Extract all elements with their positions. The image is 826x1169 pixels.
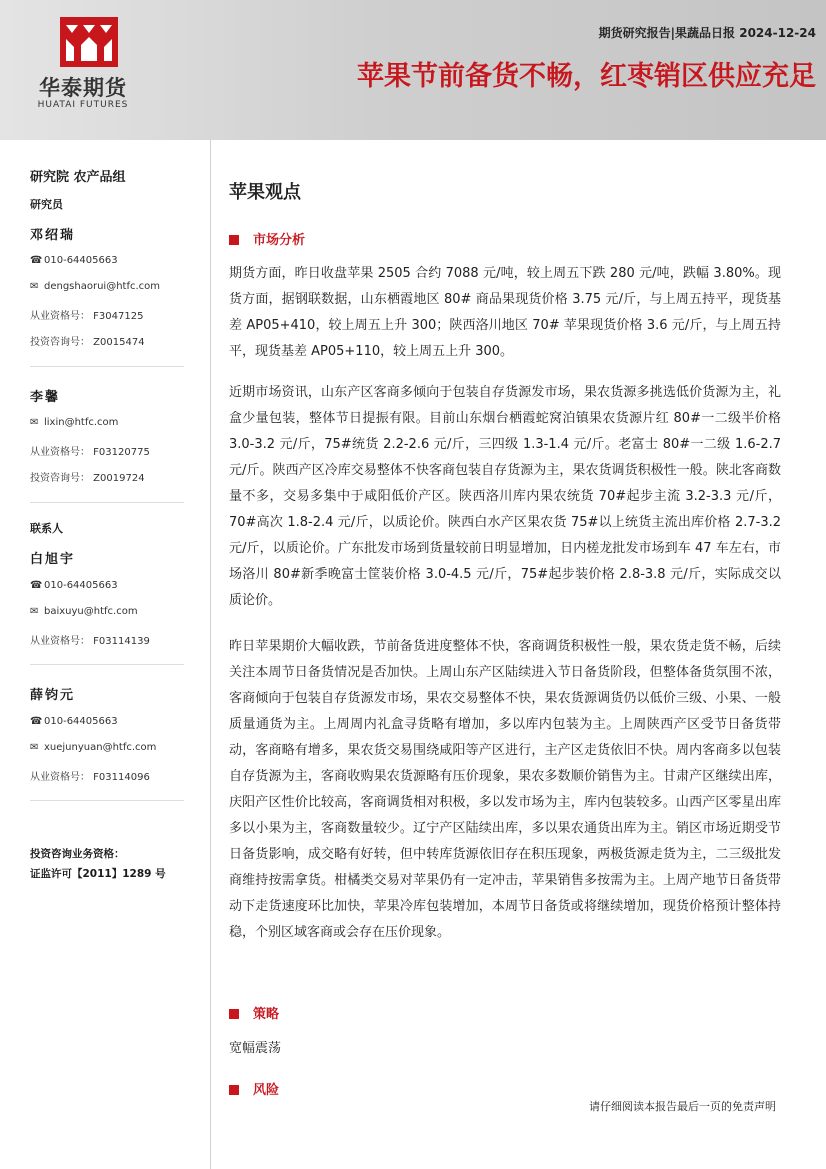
strategy-heading <box>229 1003 279 1022</box>
phone-number: 010-64405663 <box>44 580 118 591</box>
contact-email[interactable] <box>30 606 138 617</box>
email-address[interactable]: xuejunyuan@htfc.com <box>44 742 157 753</box>
email-address[interactable]: baixuyu@htfc.com <box>44 606 138 617</box>
report-header <box>0 0 826 140</box>
email-icon: ✉ <box>30 742 39 753</box>
report-title: 苹果节前备货不畅，红枣销区供应充足 <box>357 61 816 92</box>
email-address[interactable]: lixin@htfc.com <box>44 417 119 428</box>
email-icon: ✉ <box>30 281 39 292</box>
consult-number: 投资咨询号： Z0015474 <box>30 337 145 348</box>
email-icon: ✉ <box>30 606 39 617</box>
contact-name: 白旭宇 <box>30 552 76 567</box>
email-address[interactable]: dengshaorui@htfc.com <box>44 281 161 292</box>
section-title: 苹果观点 <box>229 182 301 203</box>
license-number: 从业资格号： F3047125 <box>30 311 144 322</box>
square-bullet-icon <box>229 1009 239 1019</box>
divider <box>30 664 184 665</box>
contact-label: 联系人 <box>30 522 63 535</box>
phone-number: 010-64405663 <box>44 255 118 266</box>
contact-name: 薛钧元 <box>30 688 76 703</box>
researcher-label: 研究员 <box>30 198 63 211</box>
license-number: 从业资格号： F03114139 <box>30 636 150 647</box>
paragraph-news: 近期市场资讯，山东产区客商多倾向于包装自存货源发市场，果农货源多挑选低价货源为主，礼盒少量包装，整体节日提振有限。目前山东烟台栖霞蛇窝泊镇果农货源片红 80#一二级半价格 3.0-3.2 元/斤，75#统货 2.2-2.6 元/斤，三四级 1.3-1.4 元/斤。老富士 80#一二级 1.6-2.7 元/斤。陕西产区冷库交易整体不快客商包装自存货源为主，果农货调货积极性一般。陕北客商数量不多，交易多集中于咸阳低价产区。陕西洛川库内果农统货 70#起步主流 3.2-3.3 元/斤，70#高次 1.8-2.4 元/斤，以质论价。陕西白水产区果农货 75#以上统货主流出库价格 2.7-3.2 元/斤，以质论价。广东批发市场到货量较前日明显增加，日内槎龙批发市场到车 47 车左右，市场洛川 80#新季晚富士筐装价格 3.0-4.5 元/斤，75#起步装价格 2.8-3.8 元/斤，实际成交以质论价。 <box>229 385 781 608</box>
researcher-name: 李馨 <box>30 390 61 405</box>
paragraph-futures: 期货方面，昨日收盘苹果 2505 合约 7088 元/吨，较上周五下跌 280 元/吨，跌幅 3.80%。现货方面，据钢联数据，山东栖霞地区 80# 商品果现货价格 3.75 元/斤，与上周五持平，现货基差 AP05+410，较上周五上升 300；陕西洛川地区 70# 苹果现货价格 3.6 元/斤，与上周五持平，现货基差 AP05+110，较上周五上升 300。 <box>229 266 781 359</box>
disclaimer-note: 请仔细阅读本报告最后一页的免责声明 <box>589 1100 776 1113</box>
divider <box>30 502 184 503</box>
square-bullet-icon <box>229 1085 239 1095</box>
contact-phone <box>30 580 118 591</box>
researcher-email[interactable] <box>30 281 160 292</box>
license-number: 从业资格号： F03114096 <box>30 772 150 783</box>
phone-icon: ☎ <box>30 580 43 591</box>
heading-label: 策略 <box>253 1007 280 1022</box>
cert-line-1: 投资咨询业务资格： <box>30 848 125 860</box>
phone-icon: ☎ <box>30 716 43 727</box>
square-bullet-icon <box>229 235 239 245</box>
researcher-phone <box>30 255 118 266</box>
sidebar <box>0 140 211 1169</box>
strategy-text: 宽幅震荡 <box>229 1041 282 1056</box>
divider <box>30 366 184 367</box>
phone-number: 010-64405663 <box>44 716 118 727</box>
phone-icon: ☎ <box>30 255 43 266</box>
cert-line-2: 证监许可【2011】1289 号 <box>30 868 166 880</box>
sidebar-dept: 研究院 农产品组 <box>30 170 126 185</box>
paragraph-analysis: 昨日苹果期价大幅收跌，节前备货进度整体不快，客商调货积极性一般，果农货走货不畅，后续关注本周节日备货情况是否加快。上周山东产区陆续进入节日备货阶段，但整体备货氛围不浓，客商倾向于包装自存货源发市场，果农交易整体不快，果农货源调货仍以低价三级、小果、一般质量通货为主。上周周内礼盒寻货略有增加，多以库内包装为主。上周陕西产区受节日备货带动，客商略有增多，果农货交易围绕咸阳等产区进行，主产区走货依旧不快。周内客商多以包装自存货源为主，客商收购果农货源略有压价现象，果农多数顺价销售为主。甘肃产区继续出库，庆阳产区性价比较高，客商调货相对积极，多以发市场为主，库内包装较多。山西产区零星出库多以小果为主，客商数量较少。辽宁产区陆续出库，多以果农通货出库为主。销区市场近期受节日备货影响，成交略有好转，但中转库货源依旧存在积压现象，两极货源走货为主，二三级批发商维持按需拿货。柑橘类交易对苹果仍有一定冲击，苹果销售多按需为主。上周产地节日备货带动下走货速度环比加快，苹果冷库包装增加，本周节日备货或将继续增加，现货价格预计整体持稳，个别区域客商或会存在压价现象。 <box>229 639 781 940</box>
contact-email[interactable] <box>30 742 156 753</box>
divider <box>30 800 184 801</box>
researcher-name: 邓绍瑞 <box>30 228 76 243</box>
market-analysis-heading <box>229 229 305 248</box>
contact-phone <box>30 716 118 727</box>
email-icon: ✉ <box>30 417 39 428</box>
consult-number: 投资咨询号： Z0019724 <box>30 473 145 484</box>
risk-heading <box>229 1079 279 1098</box>
heading-label: 市场分析 <box>253 233 306 248</box>
researcher-email[interactable] <box>30 417 118 428</box>
heading-label: 风险 <box>253 1083 280 1098</box>
company-name-cn: 华泰期货 <box>39 76 127 100</box>
company-name-en: HUATAI FUTURES <box>37 100 129 110</box>
license-number: 从业资格号： F03120775 <box>30 447 150 458</box>
report-meta: 期货研究报告|果蔬品日报 2024-12-24 <box>598 26 816 40</box>
